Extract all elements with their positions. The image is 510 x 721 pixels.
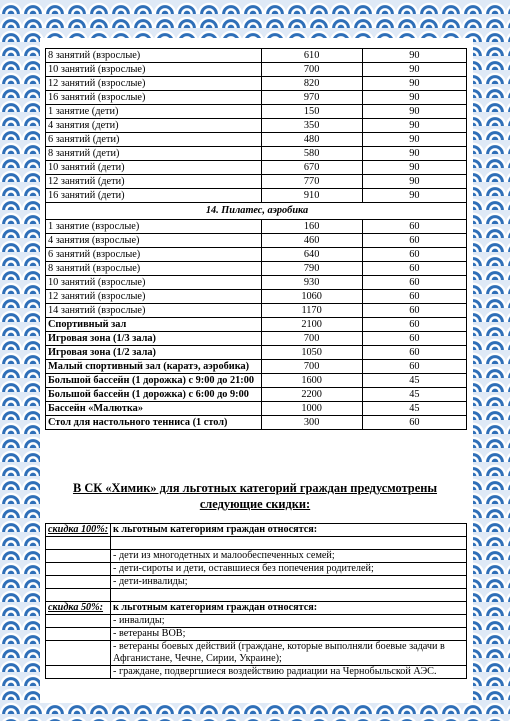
price-cell: 1000: [261, 402, 362, 416]
service-name-cell: 12 занятий (дети): [46, 175, 262, 189]
duration-cell: 90: [362, 175, 466, 189]
discount-50-row: [46, 666, 467, 679]
discount-empty-cell: [46, 576, 111, 589]
price-row: [46, 332, 467, 346]
service-name-cell: Малый спортивный зал (каратэ, аэробика): [46, 360, 262, 374]
price-cell: 580: [261, 147, 362, 161]
service-name-cell: 12 занятий (взрослые): [46, 290, 262, 304]
price-cell: 300: [261, 416, 362, 430]
price-row: [46, 220, 467, 234]
section-title: 14. Пилатес, аэробика: [46, 203, 467, 220]
price-row: [46, 133, 467, 147]
price-row: [46, 402, 467, 416]
price-row: [46, 360, 467, 374]
price-row: [46, 91, 467, 105]
service-name-cell: 10 занятий (взрослые): [46, 63, 262, 77]
price-row: [46, 161, 467, 175]
duration-cell: 60: [362, 304, 466, 318]
service-name-cell: 6 занятий (дети): [46, 133, 262, 147]
service-name-cell: Большой бассейн (1 дорожка) с 6:00 до 9:00: [46, 388, 262, 402]
price-cell: 700: [261, 332, 362, 346]
duration-cell: 90: [362, 147, 466, 161]
duration-cell: 60: [362, 220, 466, 234]
price-cell: 150: [261, 105, 362, 119]
duration-cell: 90: [362, 119, 466, 133]
price-row: [46, 374, 467, 388]
duration-cell: 60: [362, 318, 466, 332]
discount-100-row: [46, 563, 467, 576]
price-cell: 1600: [261, 374, 362, 388]
duration-cell: 60: [362, 332, 466, 346]
discount-empty-cell: [46, 666, 111, 679]
duration-cell: 90: [362, 77, 466, 91]
discount-100-header: к льготным категориям граждан относятся:: [111, 524, 467, 537]
price-cell: 970: [261, 91, 362, 105]
service-name-cell: 8 занятий (взрослые): [46, 49, 262, 63]
discount-empty-cell: [46, 641, 111, 666]
service-name-cell: 8 занятий (дети): [46, 147, 262, 161]
service-name-cell: 8 занятий (взрослые): [46, 262, 262, 276]
duration-cell: 60: [362, 262, 466, 276]
service-name-cell: 1 занятие (взрослые): [46, 220, 262, 234]
duration-cell: 45: [362, 388, 466, 402]
duration-cell: 60: [362, 276, 466, 290]
discount-100-row: [46, 576, 467, 589]
duration-cell: 60: [362, 346, 466, 360]
price-row: [46, 234, 467, 248]
price-cell: 770: [261, 175, 362, 189]
price-row: [46, 346, 467, 360]
price-cell: 1050: [261, 346, 362, 360]
discount-50-header: к льготным категориям граждан относятся:: [111, 602, 467, 615]
price-cell: 640: [261, 248, 362, 262]
duration-cell: 60: [362, 234, 466, 248]
discounts-table: [45, 523, 467, 679]
duration-cell: 90: [362, 161, 466, 175]
price-cell: 2200: [261, 388, 362, 402]
service-name-cell: 12 занятий (взрослые): [46, 77, 262, 91]
duration-cell: 45: [362, 402, 466, 416]
duration-cell: 60: [362, 416, 466, 430]
price-cell: 350: [261, 119, 362, 133]
price-cell: 910: [261, 189, 362, 203]
price-row: [46, 276, 467, 290]
discount-50-item: - инвалиды;: [111, 615, 467, 628]
discount-100-header-row: [46, 524, 467, 537]
price-cell: 700: [261, 63, 362, 77]
price-row: [46, 77, 467, 91]
service-name-cell: Бассейн «Малютка»: [46, 402, 262, 416]
duration-cell: 90: [362, 133, 466, 147]
price-row: [46, 147, 467, 161]
service-name-cell: 10 занятий (дети): [46, 161, 262, 175]
discount-spacer-cell: [46, 589, 111, 602]
discount-100-item: - дети-сироты и дети, оставшиеся без попечения родителей;: [111, 563, 467, 576]
service-name-cell: Игровая зона (1/3 зала): [46, 332, 262, 346]
service-name-cell: 4 занятия (взрослые): [46, 234, 262, 248]
service-name-cell: 16 занятий (дети): [46, 189, 262, 203]
price-cell: 480: [261, 133, 362, 147]
price-cell: 460: [261, 234, 362, 248]
price-row: [46, 63, 467, 77]
discount-50-row: [46, 641, 467, 666]
discounts-heading-line2: следующие скидки:: [199, 497, 311, 511]
price-cell: 2100: [261, 318, 362, 332]
price-cell: 1170: [261, 304, 362, 318]
duration-cell: 60: [362, 248, 466, 262]
price-cell: 160: [261, 220, 362, 234]
discount-50-header-row: [46, 602, 467, 615]
price-cell: 700: [261, 360, 362, 374]
discount-100-item: - дети-инвалиды;: [111, 576, 467, 589]
price-row: [46, 304, 467, 318]
duration-cell: 90: [362, 49, 466, 63]
service-name-cell: Игровая зона (1/2 зала): [46, 346, 262, 360]
price-cell: 790: [261, 262, 362, 276]
discount-50-row: [46, 628, 467, 641]
discount-spacer-cell: [46, 537, 111, 550]
discount-50-item: - ветераны боевых действий (граждане, которые выполняли боевые задачи в Афганистане, Чечне, Сирии, Украине);: [111, 641, 467, 666]
discount-50-label: скидка 50%:: [46, 602, 111, 615]
discount-50-row: [46, 615, 467, 628]
duration-cell: 90: [362, 91, 466, 105]
service-name-cell: Спортивный зал: [46, 318, 262, 332]
discount-100-label: скидка 100%:: [46, 524, 111, 537]
price-row: [46, 49, 467, 63]
duration-cell: 60: [362, 360, 466, 374]
price-row: [46, 189, 467, 203]
discounts-heading-line1: В СК «Химик» для льготных категорий граждан предусмотрены: [72, 481, 438, 495]
price-row: [46, 416, 467, 430]
section-row: [46, 203, 467, 220]
discount-100-item: - дети из многодетных и малообеспеченных семей;: [111, 550, 467, 563]
price-row: [46, 388, 467, 402]
discount-empty-cell: [46, 628, 111, 641]
price-row: [46, 290, 467, 304]
price-row: [46, 318, 467, 332]
discount-spacer-row: [46, 589, 467, 602]
discount-spacer-row: [46, 537, 467, 550]
duration-cell: 90: [362, 105, 466, 119]
service-name-cell: Стол для настольного тенниса (1 стол): [46, 416, 262, 430]
duration-cell: 60: [362, 290, 466, 304]
price-table: [45, 48, 467, 430]
price-row: [46, 248, 467, 262]
service-name-cell: 16 занятий (взрослые): [46, 91, 262, 105]
discount-100-row: [46, 550, 467, 563]
service-name-cell: 4 занятия (дети): [46, 119, 262, 133]
price-row: [46, 119, 467, 133]
duration-cell: 90: [362, 63, 466, 77]
service-name-cell: Большой бассейн (1 дорожка) с 9:00 до 21:00: [46, 374, 262, 388]
duration-cell: 45: [362, 374, 466, 388]
service-name-cell: 1 занятие (дети): [46, 105, 262, 119]
price-cell: 1060: [261, 290, 362, 304]
discounts-heading: [60, 480, 450, 512]
discount-50-item: - граждане, подвергшиеся воздействию радиации на Чернобыльской АЭС.: [111, 666, 467, 679]
discount-spacer-cell: [111, 537, 467, 550]
price-cell: 820: [261, 77, 362, 91]
discount-empty-cell: [46, 563, 111, 576]
price-row: [46, 262, 467, 276]
price-row: [46, 105, 467, 119]
discount-empty-cell: [46, 615, 111, 628]
price-cell: 670: [261, 161, 362, 175]
price-row: [46, 175, 467, 189]
price-cell: 930: [261, 276, 362, 290]
service-name-cell: 6 занятий (взрослые): [46, 248, 262, 262]
price-cell: 610: [261, 49, 362, 63]
discount-spacer-cell: [111, 589, 467, 602]
duration-cell: 90: [362, 189, 466, 203]
discount-empty-cell: [46, 550, 111, 563]
discount-50-item: - ветераны ВОВ;: [111, 628, 467, 641]
service-name-cell: 14 занятий (взрослые): [46, 304, 262, 318]
service-name-cell: 10 занятий (взрослые): [46, 276, 262, 290]
